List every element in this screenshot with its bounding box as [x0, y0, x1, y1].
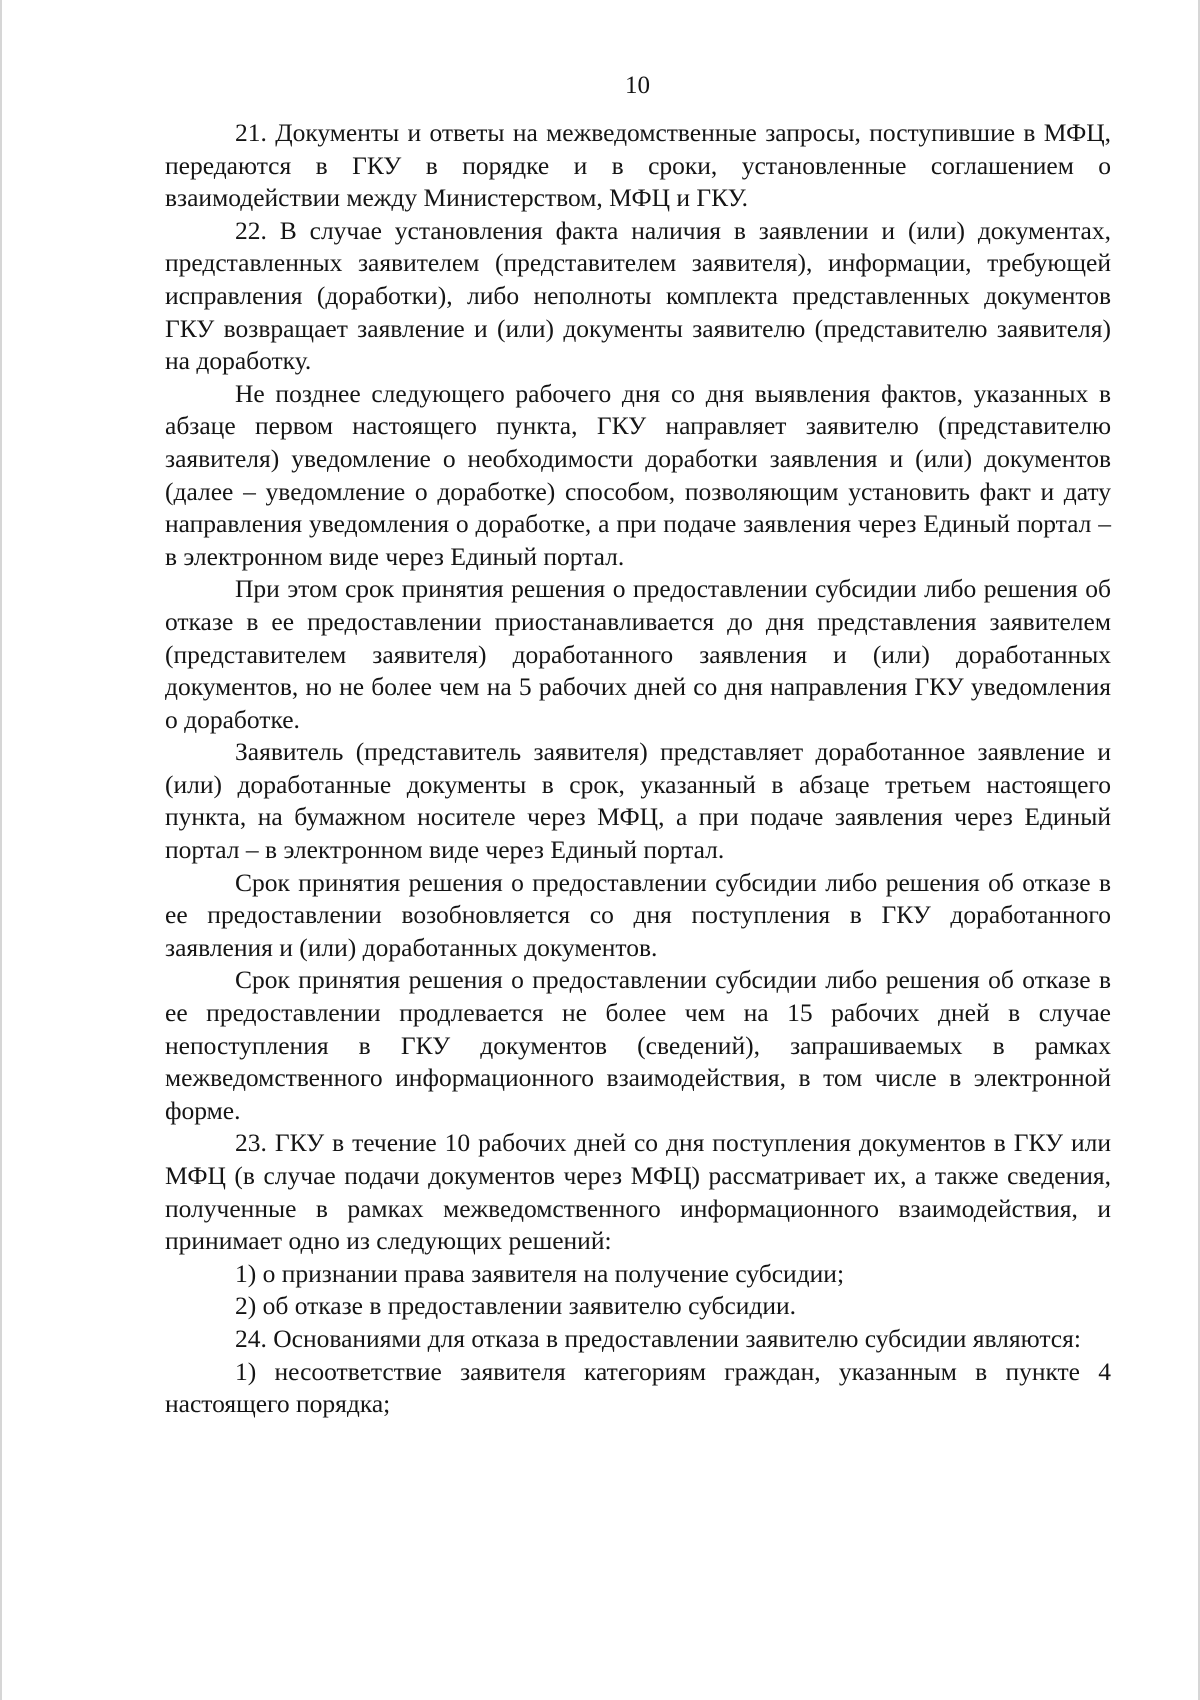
- document-body: [165, 117, 1111, 1421]
- paragraph-23: 23. ГКУ в течение 10 рабочих дней со дня поступления документов в ГКУ или МФЦ (в случае подачи документов через МФЦ) рассматривает их, а также сведения, полученные в рамках межведомственного информационного взаимодействия, и принимает одно из следующих решений:: [165, 1128, 1111, 1256]
- paragraph-22-resumption: Срок принятия решения о предоставлении субсидии либо решения об отказе в ее предоставлении возобновляется со дня поступления в ГКУ доработанного заявления и (или) доработанных документов.: [165, 867, 1111, 962]
- paragraph-22: 22. В случае установления факта наличия в заявлении и (или) документах, представленных заявителем (представителем заявителя), информации, требующей исправления (доработки), либо неполноты комплекта представленных документов ГКУ возвращает заявление и (или) документы заявителю (представителю заявителя) на доработку.: [165, 215, 1111, 376]
- scan-edge-left: [0, 0, 2, 1700]
- paragraph-21: 21. Документы и ответы на межведомственные запросы, поступившие в МФЦ, передаются в ГКУ в порядке и в сроки, установленные соглашением о взаимодействии между Министерством, МФЦ и ГКУ.: [165, 118, 1111, 213]
- list-item-decision-2: 2) об отказе в предоставлении заявителю субсидии.: [235, 1291, 797, 1321]
- list-item-refusal-1: 1) несоответствие заявителя категориям граждан, указанным в пункте 4 настоящего порядка;: [165, 1356, 1111, 1419]
- list-item-decision-1: 1) о признании права заявителя на получение субсидии;: [235, 1258, 845, 1288]
- page-number: 10: [625, 72, 650, 99]
- paragraph-22-resubmission: Заявитель (представитель заявителя) представляет доработанное заявление и (или) доработанные документы в срок, указанный в абзаце третьем настоящего пункта, на бумажном носителе через МФЦ, а при подаче заявления через Единый портал – в электронном виде через Единый портал.: [165, 737, 1111, 865]
- paragraph-22-extension: Срок принятия решения о предоставлении субсидии либо решения об отказе в ее предоставлении продлевается не более чем на 15 рабочих дней в случае непоступления в ГКУ документов (сведений), запрашиваемых в рамках межведомственного информационного взаимодействия, в том числе в электронной форме.: [165, 965, 1111, 1125]
- paragraph-22-suspension: При этом срок принятия решения о предоставлении субсидии либо решения об отказе в ее предоставлении приостанавливается до дня представления заявителем (представителем заявителя) доработанного заявления и (или) доработанных документов, но не более чем на 5 рабочих дней со дня направления ГКУ уведомления о доработке.: [165, 574, 1111, 734]
- paragraph-24: 24. Основаниями для отказа в предоставлении заявителю субсидии являются:: [235, 1323, 1081, 1353]
- paragraph-22-notice: Не позднее следующего рабочего дня со дня выявления фактов, указанных в абзаце первом настоящего пункта, ГКУ направляет заявителю (представителю заявителя) уведомление о необходимости доработки заявления и (или) документов (далее – уведомление о доработке) способом, позволяющим установить факт и дату направления уведомления о доработке, а при подаче заявления через Единый портал – в электронном виде через Единый портал.: [165, 378, 1111, 571]
